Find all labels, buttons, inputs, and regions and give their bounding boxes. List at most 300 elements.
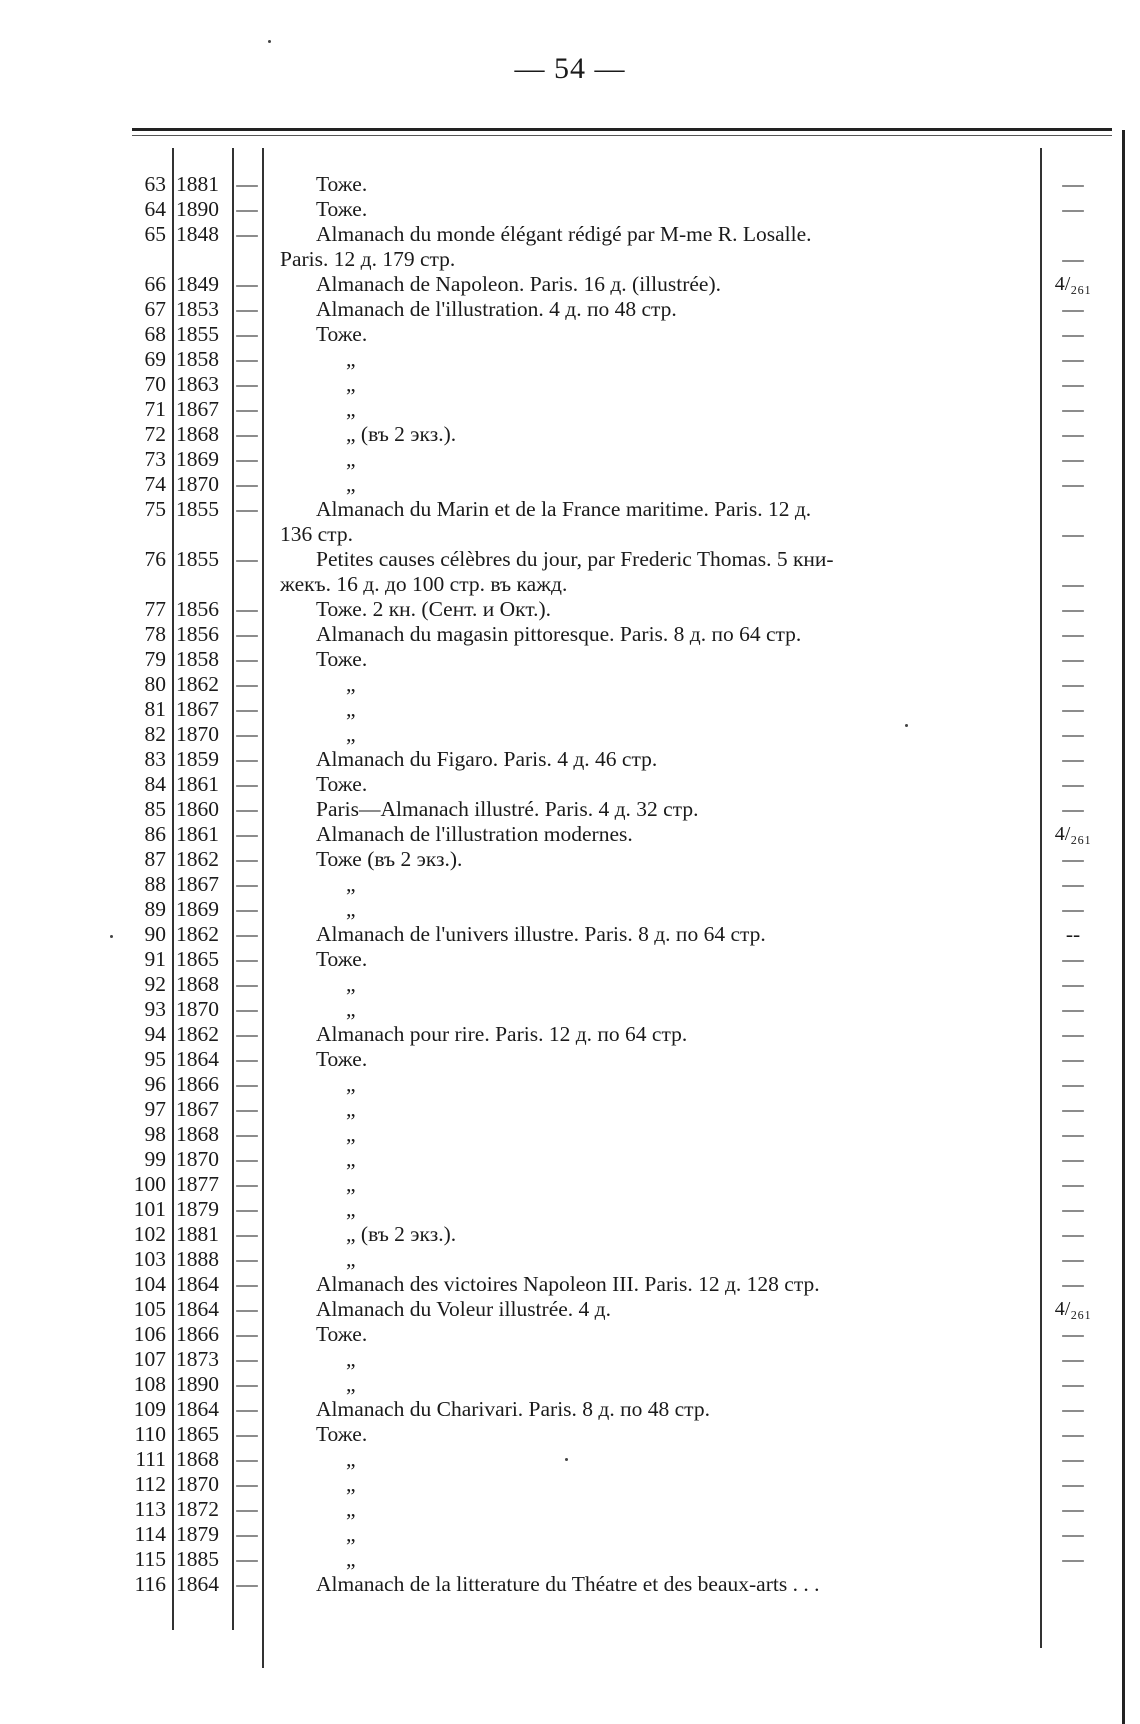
entry-description [276,1022,1036,1047]
description-line: Paris. 12 д. 179 стр. [280,247,456,271]
entry-mark: — [1062,172,1084,196]
entry-description [276,272,1036,297]
stray-dot [268,40,271,43]
description-line: Almanach du Figaro. Paris. 4 д. 46 стр. [316,747,658,771]
entry-number: 95 [144,1047,166,1071]
table-row [0,1397,1140,1422]
entry-year: 1864 [176,1047,219,1071]
entry-year: 1877 [176,1172,219,1196]
entry-dash: — [236,222,258,246]
ditto-mark: „ [346,897,356,921]
entry-mark: — [1062,372,1084,396]
table-row [0,1072,1140,1097]
table-row [0,747,1140,772]
table-row [0,1197,1140,1222]
table-row [0,1047,1140,1072]
entry-year: 1890 [176,1372,219,1396]
entry-number: 71 [144,397,166,421]
entry-mark: — [1062,397,1084,421]
ditto-mark: „ [346,872,356,896]
entry-dash: — [236,347,258,371]
entry-year: 1868 [176,1447,219,1471]
entry-mark: — [1062,847,1084,871]
entry-mark: — [1062,1097,1084,1121]
description-line: Тоже. [316,197,368,221]
entry-number: 100 [133,1172,166,1196]
entry-description [276,897,1036,922]
entry-year: 1858 [176,347,219,371]
description-line: Тоже. [316,1422,368,1446]
entry-mark: — [1062,472,1084,496]
ditto-mark: „ [346,997,356,1021]
description-line: Almanach de l'univers illustre. Paris. 8 д. по 64 стр. [316,922,766,946]
description-line: Тоже. [316,947,368,971]
ditto-mark: „ [346,1472,356,1496]
entry-description [276,1347,1036,1372]
description-line: Paris—Almanach illustré. Paris. 4 д. 32 стр. [316,797,699,821]
entry-dash: — [236,997,258,1021]
entry-number: 89 [144,897,166,921]
entry-year: 1859 [176,747,219,771]
entry-number: 103 [133,1247,166,1271]
entry-description [276,1322,1036,1347]
ditto-mark: „ [346,672,356,696]
entry-year: 1867 [176,397,219,421]
ditto-mark: „ [346,1447,356,1471]
entry-description [276,1172,1036,1197]
description-line: Тоже. [316,772,368,796]
entry-description [276,347,1036,372]
entry-number: 77 [144,597,166,621]
entry-number: 69 [144,347,166,371]
table-row [0,997,1140,1022]
entry-number: 99 [144,1147,166,1171]
entry-dash: — [236,447,258,471]
entry-number: 68 [144,322,166,346]
description-line: жекъ. 16 д. до 100 стр. въ кажд. [280,572,568,596]
entry-number: 65 [144,222,166,246]
entry-dash: — [236,1122,258,1146]
entry-dash: — [236,1422,258,1446]
description-line: Тоже. 2 кн. (Сент. и Окт.). [316,597,552,621]
entry-description [276,1397,1036,1422]
entry-number: 87 [144,847,166,871]
entry-mark: 4/₂₆₁ [1054,273,1092,295]
table-row [0,472,1140,497]
entry-year: 1868 [176,972,219,996]
table-row [0,422,1140,447]
entry-number: 84 [144,772,166,796]
entry-description [276,822,1036,847]
entry-dash: — [236,397,258,421]
entry-dash: — [236,1347,258,1371]
table-row [0,1372,1140,1397]
entry-number: 78 [144,622,166,646]
entry-dash: — [236,1547,258,1571]
entry-mark: — [1062,1122,1084,1146]
entry-mark: — [1062,897,1084,921]
entry-year: 1855 [176,547,219,571]
table-row [0,1022,1140,1047]
entry-dash: — [236,547,258,571]
table-row [0,872,1140,897]
entry-number: 111 [135,1447,166,1471]
entry-dash: — [236,172,258,196]
ditto-mark: „ [346,972,356,996]
entry-year: 1870 [176,722,219,746]
entry-number: 105 [133,1297,166,1321]
entry-mark: — [1062,697,1084,721]
description-line: Тоже. [316,647,368,671]
entry-number: 75 [144,497,166,521]
entry-number: 106 [133,1322,166,1346]
entry-dash: — [236,1447,258,1471]
table-row [0,1222,1140,1247]
entry-dash: — [236,722,258,746]
description-line: Almanach du Marin et de la France maritime. Paris. 12 д. [316,497,812,521]
description-line: Тоже. [316,322,368,346]
entry-description [276,1372,1036,1397]
entry-mark: — [1062,1172,1084,1196]
entry-mark: -- [1065,922,1081,946]
entry-year: 1864 [176,1297,219,1321]
entry-mark: — [1062,197,1084,221]
table-row [0,622,1140,647]
table-row [0,797,1140,822]
entry-dash: — [236,922,258,946]
entry-number: 81 [144,697,166,721]
entry-mark: 4/₂₆₁ [1054,823,1092,845]
description-line: Almanach du Voleur illustrée. 4 д. [316,1297,611,1321]
entry-dash: — [236,897,258,921]
entry-description [276,1447,1036,1472]
entry-year: 1873 [176,1347,219,1371]
table-row [0,1497,1140,1522]
ditto-mark: „ [346,447,356,471]
entry-year: 1860 [176,797,219,821]
table-row [0,347,1140,372]
table-row [0,647,1140,672]
entry-dash: — [236,1172,258,1196]
entry-number: 112 [134,1472,166,1496]
entry-mark: — [1062,447,1084,471]
entry-year: 1870 [176,1472,219,1496]
ditto-mark: „ [346,1097,356,1121]
entry-mark: — [1062,1422,1084,1446]
entry-description [276,497,1036,547]
entry-year: 1879 [176,1197,219,1221]
entry-number: 85 [144,797,166,821]
entry-number: 116 [134,1572,166,1596]
entry-mark: — [1062,1147,1084,1171]
table-row [0,697,1140,722]
table-row [0,897,1140,922]
entry-mark: — [1062,972,1084,996]
entry-dash: — [236,822,258,846]
entry-description [276,297,1036,322]
entry-description [276,597,1036,622]
entry-number: 76 [144,547,166,571]
entry-number: 63 [144,172,166,196]
entry-number: 86 [144,822,166,846]
entry-year: 1870 [176,1147,219,1171]
entry-description [276,197,1036,222]
table-row [0,1522,1140,1547]
entry-description [276,1147,1036,1172]
entry-description [276,372,1036,397]
entry-mark: — [1062,1447,1084,1471]
entry-mark: — [1062,1272,1084,1296]
entry-year: 1864 [176,1272,219,1296]
entry-description [276,947,1036,972]
description-line: Almanach pour rire. Paris. 12 д. по 64 стр. [316,1022,688,1046]
entry-description [276,1072,1036,1097]
entry-dash: — [236,1222,258,1246]
entry-year: 1865 [176,947,219,971]
table-row [0,397,1140,422]
entry-number: 97 [144,1097,166,1121]
entry-mark: — [1062,1047,1084,1071]
description-line: Тоже. [316,1322,368,1346]
entry-dash: — [236,472,258,496]
table-row [0,1347,1140,1372]
entry-dash: — [236,1322,258,1346]
entry-number: 98 [144,1122,166,1146]
entry-mark: — [1062,422,1084,446]
entry-description [276,547,1036,597]
entry-description [276,422,1036,447]
entry-number: 67 [144,297,166,321]
entry-mark: — [1062,672,1084,696]
description-line: Тоже. [316,172,368,196]
table-row [0,1272,1140,1297]
entry-year: 1888 [176,1247,219,1271]
entry-mark: — [1062,1247,1084,1271]
entry-mark: — [1062,1397,1084,1421]
table-row [0,1447,1140,1472]
entry-description [276,1472,1036,1497]
entry-description [276,1222,1036,1247]
entry-year: 1849 [176,272,219,296]
entry-description [276,772,1036,797]
entry-mark: — [1062,1347,1084,1371]
entry-description [276,1197,1036,1222]
entry-mark: — [1062,747,1084,771]
entry-dash: — [236,1247,258,1271]
entry-dash: — [236,1097,258,1121]
entry-description [276,922,1036,947]
header-rule-thin [132,135,1112,136]
entry-mark: — [1062,1022,1084,1046]
entry-number: 96 [144,1072,166,1096]
description-line: Тоже (въ 2 экз.). [316,847,463,871]
ditto-mark: „ [346,1147,356,1171]
entry-description [276,222,1036,272]
table-row [0,447,1140,472]
entry-number: 104 [133,1272,166,1296]
entry-year: 1864 [176,1572,219,1596]
entry-mark: — [1062,297,1084,321]
entry-dash: — [236,797,258,821]
ditto-mark: „ [346,1372,356,1396]
entry-year: 1861 [176,772,219,796]
table-row [0,1147,1140,1172]
entry-year: 1866 [176,1322,219,1346]
entry-dash: — [236,422,258,446]
table-row [0,497,1140,547]
entry-description [276,1247,1036,1272]
entry-description [276,872,1036,897]
entry-description [276,1547,1036,1572]
entry-year: 1864 [176,1397,219,1421]
page-number: — 54 — [514,52,626,85]
table-row [0,1297,1140,1322]
entry-dash: — [236,672,258,696]
table-row [0,197,1140,222]
entry-number: 70 [144,372,166,396]
entry-mark: — [1062,322,1084,346]
entry-year: 1862 [176,847,219,871]
entry-description [276,747,1036,772]
entry-number: 80 [144,672,166,696]
entry-description [276,1097,1036,1122]
entry-number: 79 [144,647,166,671]
entry-description [276,997,1036,1022]
ditto-mark: „ [346,372,356,396]
table-row [0,1472,1140,1497]
entry-description [276,472,1036,497]
description-line: Almanach de l'illustration. 4 д. по 48 стр. [316,297,677,321]
table-row [0,1122,1140,1147]
entry-dash: — [236,322,258,346]
entry-number: 115 [134,1547,166,1571]
entry-description [276,1572,1036,1597]
table-row [0,322,1140,347]
catalog-table [0,172,1140,1597]
entry-dash: — [236,1497,258,1521]
entry-dash: — [236,1522,258,1546]
entry-number: 72 [144,422,166,446]
ditto-mark: „ [346,1072,356,1096]
ditto-mark: „ [346,1247,356,1271]
entry-year: 1867 [176,1097,219,1121]
entry-year: 1866 [176,1072,219,1096]
entry-number: 114 [134,1522,166,1546]
entry-year: 1855 [176,322,219,346]
entry-number: 92 [144,972,166,996]
table-row [0,597,1140,622]
entry-mark: — [1062,1222,1084,1246]
entry-dash: — [236,847,258,871]
entry-dash: — [236,272,258,296]
entry-description [276,1122,1036,1147]
entry-year: 1870 [176,472,219,496]
entry-description [276,1497,1036,1522]
entry-year: 1856 [176,597,219,621]
entry-number: 73 [144,447,166,471]
entry-year: 1868 [176,1122,219,1146]
entry-number: 74 [144,472,166,496]
description-line: Almanach de l'illustration modernes. [316,822,633,846]
entry-number: 82 [144,722,166,746]
entry-number: 90 [144,922,166,946]
description-line: Almanach des victoires Napoleon III. Paris. 12 д. 128 стр. [316,1272,820,1296]
entry-description [276,697,1036,722]
entry-description [276,1297,1036,1322]
entry-dash: — [236,1272,258,1296]
entry-year: 1865 [176,1422,219,1446]
entry-mark: — [1062,1497,1084,1521]
ditto-mark: „ [346,1122,356,1146]
entry-year: 1848 [176,222,219,246]
description-line: Almanach du Charivari. Paris. 8 д. по 48 стр. [316,1397,710,1421]
ditto-mark: „ (въ 2 экз.). [346,422,457,446]
entry-dash: — [236,1072,258,1096]
entry-mark: — [1062,1472,1084,1496]
table-row [0,272,1140,297]
entry-dash: — [236,1372,258,1396]
entry-number: 113 [134,1497,166,1521]
table-row [0,1172,1140,1197]
entry-mark: — [1062,522,1084,546]
table-row [0,1322,1140,1347]
ditto-mark: „ [346,1497,356,1521]
description-line: Almanach du monde élégant rédigé par M-me R. Losalle. [316,222,812,246]
entry-mark: — [1062,797,1084,821]
entry-dash: — [236,1147,258,1171]
table-row [0,297,1140,322]
entry-dash: — [236,1297,258,1321]
description-line: Тоже. [316,1047,368,1071]
entry-mark: — [1062,1372,1084,1396]
table-row [0,847,1140,872]
table-row [0,922,1140,947]
description-line: Petites causes célèbres du jour, par Frederic Thomas. 5 кни- [316,547,834,571]
table-row [0,672,1140,697]
ditto-mark: „ [346,1547,356,1571]
entry-year: 1872 [176,1497,219,1521]
entry-mark: — [1062,947,1084,971]
entry-description [276,672,1036,697]
entry-mark: — [1062,647,1084,671]
entry-dash: — [236,1572,258,1596]
entry-dash: — [236,872,258,896]
entry-year: 1885 [176,1547,219,1571]
entry-year: 1879 [176,1522,219,1546]
entry-mark: — [1062,1197,1084,1221]
entry-number: 94 [144,1022,166,1046]
entry-year: 1853 [176,297,219,321]
table-row [0,172,1140,197]
entry-number: 66 [144,272,166,296]
entry-year: 1869 [176,447,219,471]
entry-mark: — [1062,997,1084,1021]
entry-year: 1862 [176,1022,219,1046]
entry-description [276,1272,1036,1297]
table-row [0,972,1140,997]
description-line: 136 стр. [280,522,353,546]
entry-year: 1861 [176,822,219,846]
entry-description [276,722,1036,747]
entry-year: 1867 [176,872,219,896]
entry-description [276,847,1036,872]
entry-year: 1862 [176,922,219,946]
entry-number: 93 [144,997,166,1021]
entry-description [276,172,1036,197]
ditto-mark: „ (въ 2 экз.). [346,1222,457,1246]
entry-description [276,1047,1036,1072]
table-row [0,772,1140,797]
